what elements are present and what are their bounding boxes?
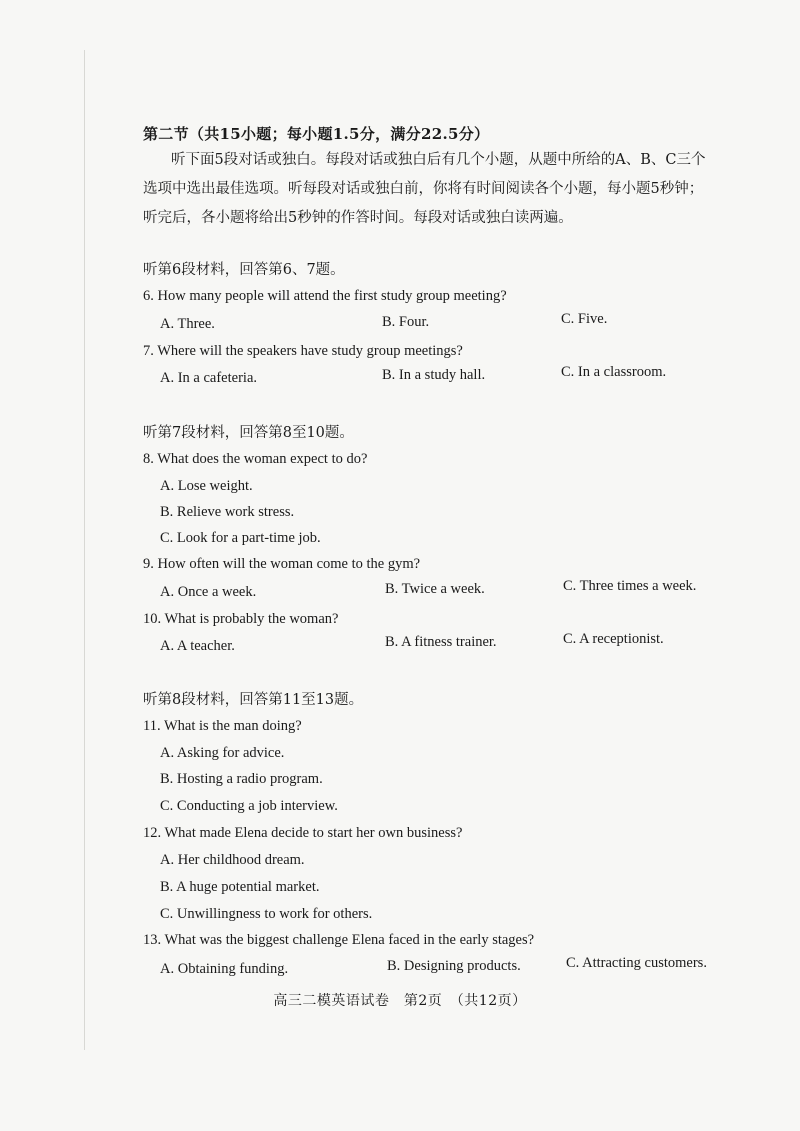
option-12b: B. A huge potential market. bbox=[160, 879, 320, 895]
question-13: 13. What was the biggest challenge Elena faced in the early stages? bbox=[143, 932, 535, 948]
scan-edge-line bbox=[84, 50, 85, 1050]
section-instructions bbox=[143, 146, 733, 233]
group-header-11-13: 听第8段材料，回答第11至13题。 bbox=[143, 692, 364, 708]
option-9b: B. Twice a week. bbox=[385, 581, 485, 597]
group-header-6-7: 听第6段材料，回答第6、7题。 bbox=[143, 262, 345, 278]
option-11b: B. Hosting a radio program. bbox=[160, 771, 323, 787]
question-8: 8. What does the woman expect to do? bbox=[143, 451, 368, 467]
option-6c: C. Five. bbox=[561, 311, 608, 327]
question-7: 7. Where will the speakers have study group meetings? bbox=[143, 343, 463, 359]
instructions-line: 选项中选出最佳选项。听每段对话或独白前，你将有时间阅读各个小题，每小题5秒钟； bbox=[143, 181, 704, 197]
question-11: 11. What is the man doing? bbox=[143, 718, 302, 734]
option-6a: A. Three. bbox=[160, 316, 215, 332]
option-8b: B. Relieve work stress. bbox=[160, 504, 295, 520]
option-8a: A. Lose weight. bbox=[160, 478, 253, 494]
question-9: 9. How often will the woman come to the gym? bbox=[143, 556, 421, 572]
option-11a: A. Asking for advice. bbox=[160, 745, 285, 761]
option-7c: C. In a classroom. bbox=[561, 364, 667, 380]
question-10: 10. What is probably the woman? bbox=[143, 611, 339, 627]
option-10b: B. A fitness trainer. bbox=[385, 634, 497, 650]
question-6: 6. How many people will attend the first study group meeting? bbox=[143, 288, 507, 304]
option-9a: A. Once a week. bbox=[160, 584, 257, 600]
option-9c: C. Three times a week. bbox=[563, 578, 697, 594]
option-12a: A. Her childhood dream. bbox=[160, 852, 305, 868]
instructions-line: 听下面5段对话或独白。每段对话或独白后有几个小题，从题中所给的A、B、C三个 bbox=[171, 152, 706, 168]
option-12c: C. Unwillingness to work for others. bbox=[160, 906, 373, 922]
option-10c: C. A receptionist. bbox=[563, 631, 664, 647]
option-10a: A. A teacher. bbox=[160, 638, 235, 654]
instructions-line: 听完后，各小题将给出5秒钟的作答时间。每段对话或独白读两遍。 bbox=[143, 210, 573, 226]
option-8c: C. Look for a part-time job. bbox=[160, 530, 321, 546]
option-7b: B. In a study hall. bbox=[382, 367, 486, 383]
group-header-8-10: 听第7段材料，回答第8至10题。 bbox=[143, 425, 354, 441]
option-7a: A. In a cafeteria. bbox=[160, 370, 258, 386]
section-title: 第二节（共15小题；每小题1.5分，满分22.5分） bbox=[143, 125, 490, 143]
question-12: 12. What made Elena decide to start her own business? bbox=[143, 825, 463, 841]
option-13a: A. Obtaining funding. bbox=[160, 961, 289, 977]
option-13b: B. Designing products. bbox=[387, 958, 521, 974]
option-11c: C. Conducting a job interview. bbox=[160, 798, 338, 814]
option-6b: B. Four. bbox=[382, 314, 430, 330]
page-footer: 高三二模英语试卷 第2页 （共12页） bbox=[273, 993, 527, 1009]
option-13c: C. Attracting customers. bbox=[566, 955, 707, 971]
